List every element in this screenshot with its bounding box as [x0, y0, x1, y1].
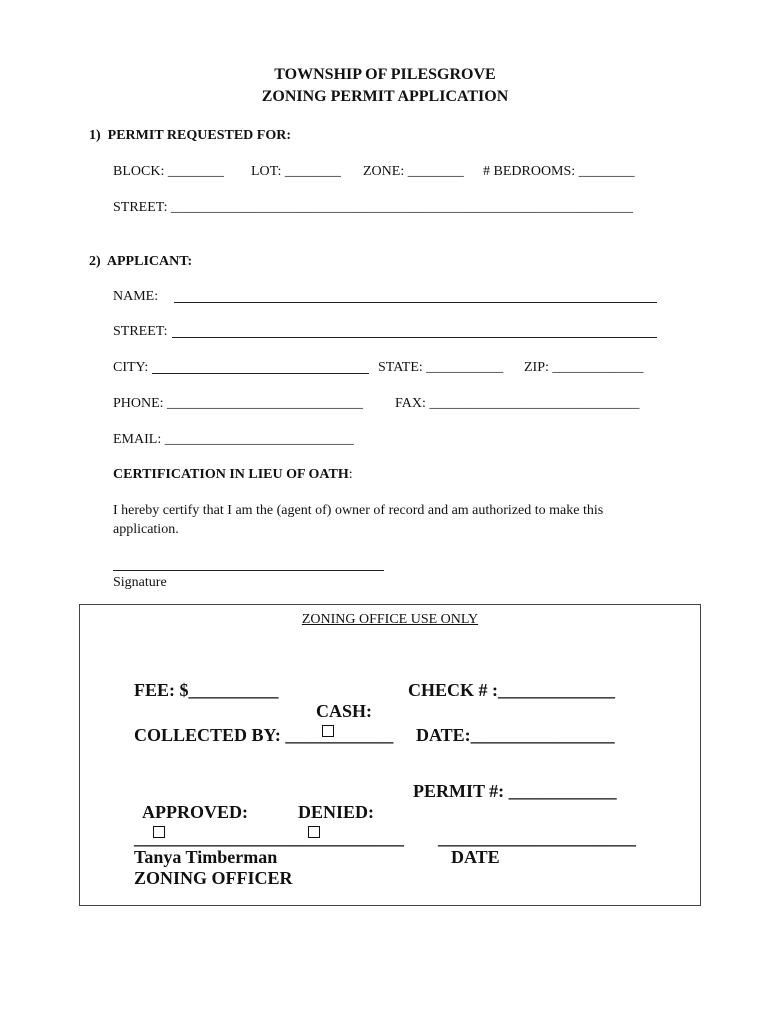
section2-heading: 2) APPLICANT:	[89, 254, 193, 269]
cash-label: CASH:	[316, 701, 373, 721]
office-use-title: ZONING OFFICE USE ONLY	[301, 612, 479, 627]
block-field[interactable]: BLOCK: ________	[113, 164, 224, 179]
email-field[interactable]: EMAIL: ___________________________	[113, 432, 354, 447]
officer-signature-line[interactable]: ______________________________	[134, 828, 404, 848]
city-field[interactable]	[152, 373, 369, 374]
collected-date-field[interactable]: DATE:________________	[416, 725, 615, 745]
officer-date-label: DATE	[451, 847, 500, 867]
collected-by-field[interactable]: COLLECTED BY: ____________	[134, 725, 394, 745]
signature-line[interactable]	[113, 570, 384, 571]
name-label: NAME:	[113, 289, 159, 304]
approved-label: APPROVED:	[142, 802, 249, 822]
check-number-field[interactable]: CHECK # :_____________	[408, 680, 615, 700]
applicant-street-label: STREET:	[113, 324, 168, 339]
denied-label: DENIED:	[298, 802, 375, 822]
certification-colon: :	[348, 467, 353, 482]
lot-field[interactable]: LOT: ________	[251, 164, 341, 179]
fee-field[interactable]: FEE: $__________	[134, 680, 279, 700]
city-label: CITY:	[113, 360, 149, 375]
state-field[interactable]: STATE: ___________	[378, 360, 504, 375]
certification-text-line2: application.	[113, 522, 179, 537]
title-township: TOWNSHIP OF PILESGROVE	[274, 66, 496, 83]
officer-name: Tanya Timberman	[134, 847, 278, 867]
applicant-street-field[interactable]	[172, 337, 657, 338]
zone-field[interactable]: ZONE: ________	[363, 164, 464, 179]
bedrooms-field[interactable]: # BEDROOMS: ________	[483, 164, 635, 179]
section1-heading: 1) PERMIT REQUESTED FOR:	[89, 128, 291, 143]
officer-date-line[interactable]: ______________________	[438, 828, 636, 848]
name-field[interactable]	[174, 302, 657, 303]
phone-field[interactable]: PHONE: ____________________________	[113, 396, 364, 411]
certification-heading	[113, 467, 353, 483]
title-application: ZONING PERMIT APPLICATION	[261, 88, 509, 105]
fax-field[interactable]: FAX: ______________________________	[395, 396, 640, 411]
certification-heading-text: CERTIFICATION IN LIEU OF OATH	[113, 467, 349, 482]
officer-title: ZONING OFFICER	[134, 868, 293, 888]
permit-number-field[interactable]: PERMIT #: ____________	[413, 781, 617, 801]
zip-field[interactable]: ZIP: _____________	[524, 360, 644, 375]
permit-street-field[interactable]: STREET: __________________________________________________________________	[113, 200, 634, 215]
signature-label: Signature	[113, 575, 167, 590]
certification-text-line1: I hereby certify that I am the (agent of) owner of record and am authorized to make this	[113, 503, 604, 518]
